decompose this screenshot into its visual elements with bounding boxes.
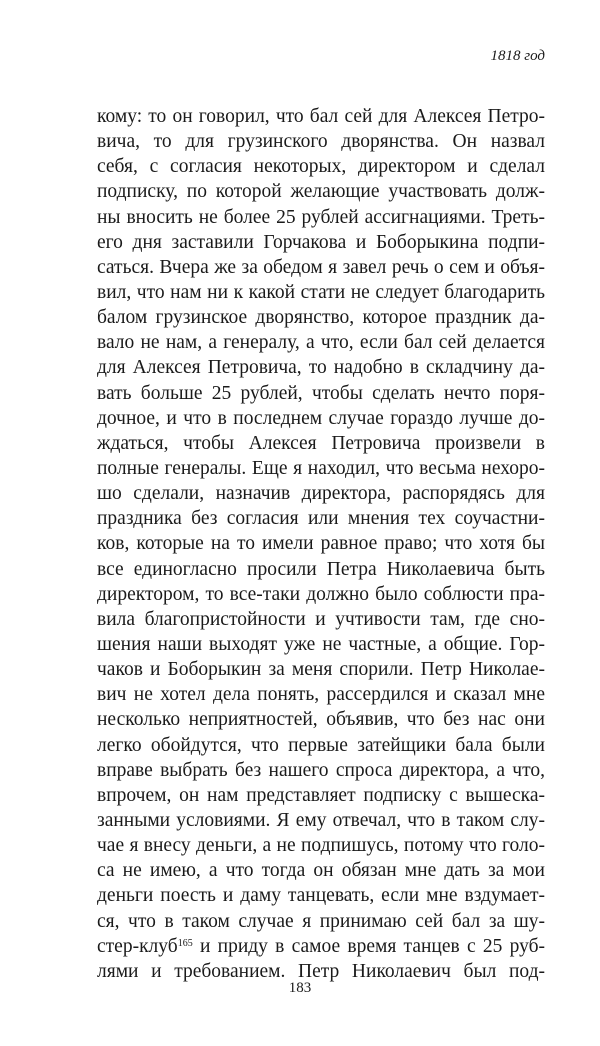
text-line: себя, с согласия некоторых, директором и сделал <box>97 156 545 178</box>
text-line: вать больше 25 рублей, чтобы сделать нечто поря- <box>97 382 545 404</box>
text-line: балом грузинское дворянство, которое праздник да- <box>97 307 545 329</box>
text-line-with-footnote <box>97 934 545 959</box>
text-line: саться. Вчера же за обедом я завел речь о сем и объя- <box>97 256 545 278</box>
text-line: вича, то для грузинского дворянства. Он назвал <box>97 131 545 153</box>
text-line: шо сделали, назначив директора, распорядясь для <box>97 483 545 505</box>
text-line: несколько неприятностей, объявив, что без нас они <box>97 709 545 731</box>
text-line: вил, что нам ни к какой стати не следует благодарить <box>97 281 545 303</box>
text-line: чае я внесу деньги, а не подпишусь, потому что голо- <box>97 835 545 857</box>
text-line: вало не нам, а генералу, а что, если бал сей делается <box>97 332 545 354</box>
text-line: для Алексея Петровича, то надобно в складчину да- <box>97 357 545 379</box>
text-line: подписку, по которой желающие участвовать долж- <box>97 181 545 203</box>
text-line: его дня заставили Горчакова и Боборыкина подпи- <box>97 231 545 253</box>
text-line: деньги поесть и даму танцевать, если мне вздумает- <box>97 885 545 907</box>
text-line: лями и требованием. Петр Николаевич был под- <box>97 960 545 982</box>
text-line: все единогласно просили Петра Николаевича быть <box>97 558 545 580</box>
text-line: ны вносить не более 25 рублей ассигнациями. Треть- <box>97 206 545 228</box>
body-text <box>97 104 545 984</box>
text-fragment: и приду в самое время танцев с 25 руб- <box>192 935 545 957</box>
text-fragment: стер-клуб <box>97 935 178 957</box>
page-number: 183 <box>288 980 312 996</box>
text-line: кому: то он говорил, что бал сей для Алексея Петро- <box>97 106 545 127</box>
text-line: вила благопристойности и учтивости там, где сно- <box>97 608 545 630</box>
text-line: са не имею, а что тогда он обязан мне дать за мои <box>97 860 545 882</box>
text-line: вправе выбрать без нашего спроса директора, а что, <box>97 759 545 781</box>
text-line: ждаться, чтобы Алексея Петровича произвели в <box>97 432 545 454</box>
text-line: ков, которые на то имели равное право; что хотя бы <box>97 533 545 555</box>
text-line: шения наши выходят уже не частные, а общие. Гор- <box>97 633 545 655</box>
text-line: чаков и Боборыкин за меня спорили. Петр Николае- <box>97 659 545 681</box>
text-line: полные генералы. Еще я находил, что весьма нехоро- <box>97 457 545 479</box>
running-header: 1818 год <box>490 48 545 64</box>
text-line: впрочем, он нам представляет подписку с вышеска- <box>97 784 545 806</box>
footnote-reference[interactable]: 165 <box>177 937 193 949</box>
text-line: ся, что в таком случае я принимаю сей бал за шу- <box>97 910 545 932</box>
text-line: праздника без согласия или мнения тех соучастни- <box>97 508 545 530</box>
text-line: занными условиями. Я ему отвечал, что в таком слу- <box>97 809 545 831</box>
text-line: дочное, и что в последнем случае гораздо лучше до- <box>97 407 545 429</box>
text-line: вич не хотел дела понять, рассердился и сказал мне <box>97 684 545 706</box>
text-line: легко обойдутся, что первые затейщики бала были <box>97 734 545 756</box>
text-line: директором, то все-таки должно было соблюсти пра- <box>97 583 545 605</box>
